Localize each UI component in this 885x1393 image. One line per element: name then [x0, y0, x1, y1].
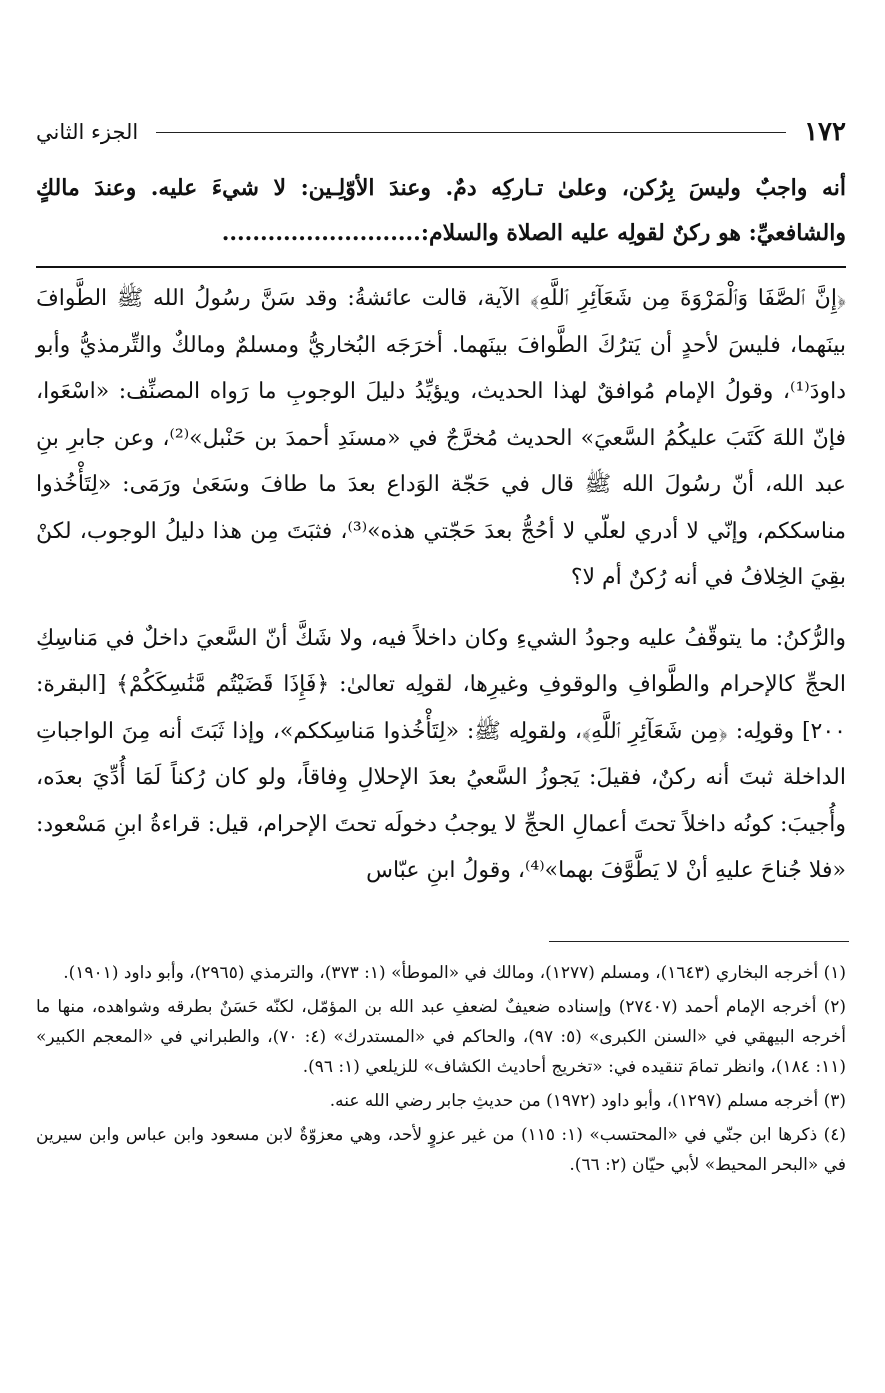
footnote-3: (٣) أخرجه مسلم (١٢٩٧)، وأبو داود (١٩٧٢) من حديثِ جابر رضي الله عنه.	[329, 1091, 846, 1111]
footnote-1: (١) أخرجه البخاري (١٦٤٣)، ومسلم (١٢٧٧)، ومالك في «الموطأ» (١: ٣٧٣)، والترمذي (٢٩٦٥)، وأبو داود (١٩٠١).	[63, 963, 846, 983]
matn-sharh-divider	[36, 266, 846, 268]
part-title: الجزء الثاني	[36, 120, 139, 144]
sharh-commentary	[36, 276, 846, 895]
sharh-paragraph-1: ﴿إِنَّ ٱلصَّفَا وَٱلْمَرْوَةَ مِن شَعَآئِرِ ٱللَّهِ﴾ الآية، قالت عائشةُ: وقد سَنَّ رسُولُ الله ﷺ الطَّوافَ بينَهما، فليسَ لأحدٍ أن يَترُكَ الطَّوافَ بينَهما. أخرَجَه البُخاريُّ ومسلمٌ ومالكٌ والتِّرمذيُّ وأبو داودَ⁽¹⁾، وقولُ الإمام مُوافقٌ لهذا الحديث، ويؤيِّدُ دليلَ الوجوبِ ما رَواه المصنِّف: «اسْعَوا، فإنّ اللهَ كَتَبَ عليكُمُ السَّعيَ» الحديث مُخرَّجٌ في «مسنَدِ أحمدَ بن حَنْبل»⁽²⁾، وعن جابرِ بنِ عبد الله، أنّ رسُولَ الله ﷺ قال في حَجّة الوَداع بعدَ ما طافَ وسَعَىٰ ورَمَى: «لِتَأْخُذوا مناسككم، وإنّي لا أدري لعلّي لا أحُجُّ بعدَ حَجّتي هذه»⁽³⁾، فثبَتَ مِن هذا دليلُ الوجوب، لكنْ بقِيَ الخِلافُ في أنه رُكنٌ أم لا؟	[36, 286, 846, 590]
page-number: ١٧٢	[804, 117, 846, 147]
footnotes	[36, 958, 846, 1184]
matn-text: أنه واجبٌ وليسَ بِرُكن، وعلىٰ تـاركِه دمٌ. وعندَ الأوّلِـين: لا شيءَ عليه. وعندَ مالكٍ والشافعيِّ: هو ركنٌ لقولِه عليه الصلاة والسلام:..........................	[36, 175, 846, 246]
sharh-paragraph-2: والرُّكنُ: ما يتوقّفُ عليه وجودُ الشيءِ وكان داخلاً فيه، ولا شَكَّ أنّ السَّعيَ داخلٌ في مَناسِكِ الحجِّ كالإحرام والطَّوافِ والوقوفِ وغيرِها، لقولِه تعالىٰ: ﴿فَإِذَا قَضَيْتُم مَّنَٰسِكَكُمْ﴾ [البقرة: ٢٠٠] وقولِه: ﴿مِن شَعَآئِرِ ٱللَّهِ﴾، ولقولِه ﷺ: «لِتَأْخُذوا مَناسِككم»، وإذا ثَبَتَ أنه مِنَ الواجباتِ الداخلة ثبتَ أنه ركنٌ، فقيلَ: يَجوزُ السَّعيُ بعدَ الإحلالِ وِفاقاً، ولو كان رُكناً لَمَا أُدِّيَ بعدَه، وأُجيبَ: كونُه داخلاً تحتَ أعمالِ الحجِّ لا يوجبُ دخولَه تحتَ الإحرام، قيل: قراءةُ ابنِ مَسْعود: «فلا جُناحَ عليهِ أنْ لا يَطَّوَّفَ بهما»⁽⁴⁾، وقولُ ابنِ عبّاس	[36, 625, 846, 883]
footnote-divider	[549, 941, 849, 942]
footnote-2: (٢) أخرجه الإمام أحمد (٢٧٤٠٧) وإسناده ضعيفٌ لضعفِ عبد الله بن المؤمّل، لكنّه حَسَنٌ بطرقه وشواهده، منها ما أخرجه البيهقي في «السنن الكبرى» (٥: ٩٧)، والحاكم في «المستدرك» (٤: ٧٠)، والطبراني في «المعجم الكبير» (١١: ١٨٤)، وانظر تمامَ تنقيده في: «تخريج أحاديث الكشاف» للزيلعي (١: ٩٦).	[36, 997, 847, 1077]
header-rule	[156, 132, 786, 133]
page-header	[36, 112, 846, 152]
footnote-4: (٤) ذكرها ابن جنّي في «المحتسب» (١: ١١٥) من غير عزوٍ لأحد، وهي معزوّةٌ لابن مسعود وابن عباس وابن سيرين في «البحر المحيط» لأبي حيّان (٢: ٦٦).	[36, 1125, 847, 1175]
